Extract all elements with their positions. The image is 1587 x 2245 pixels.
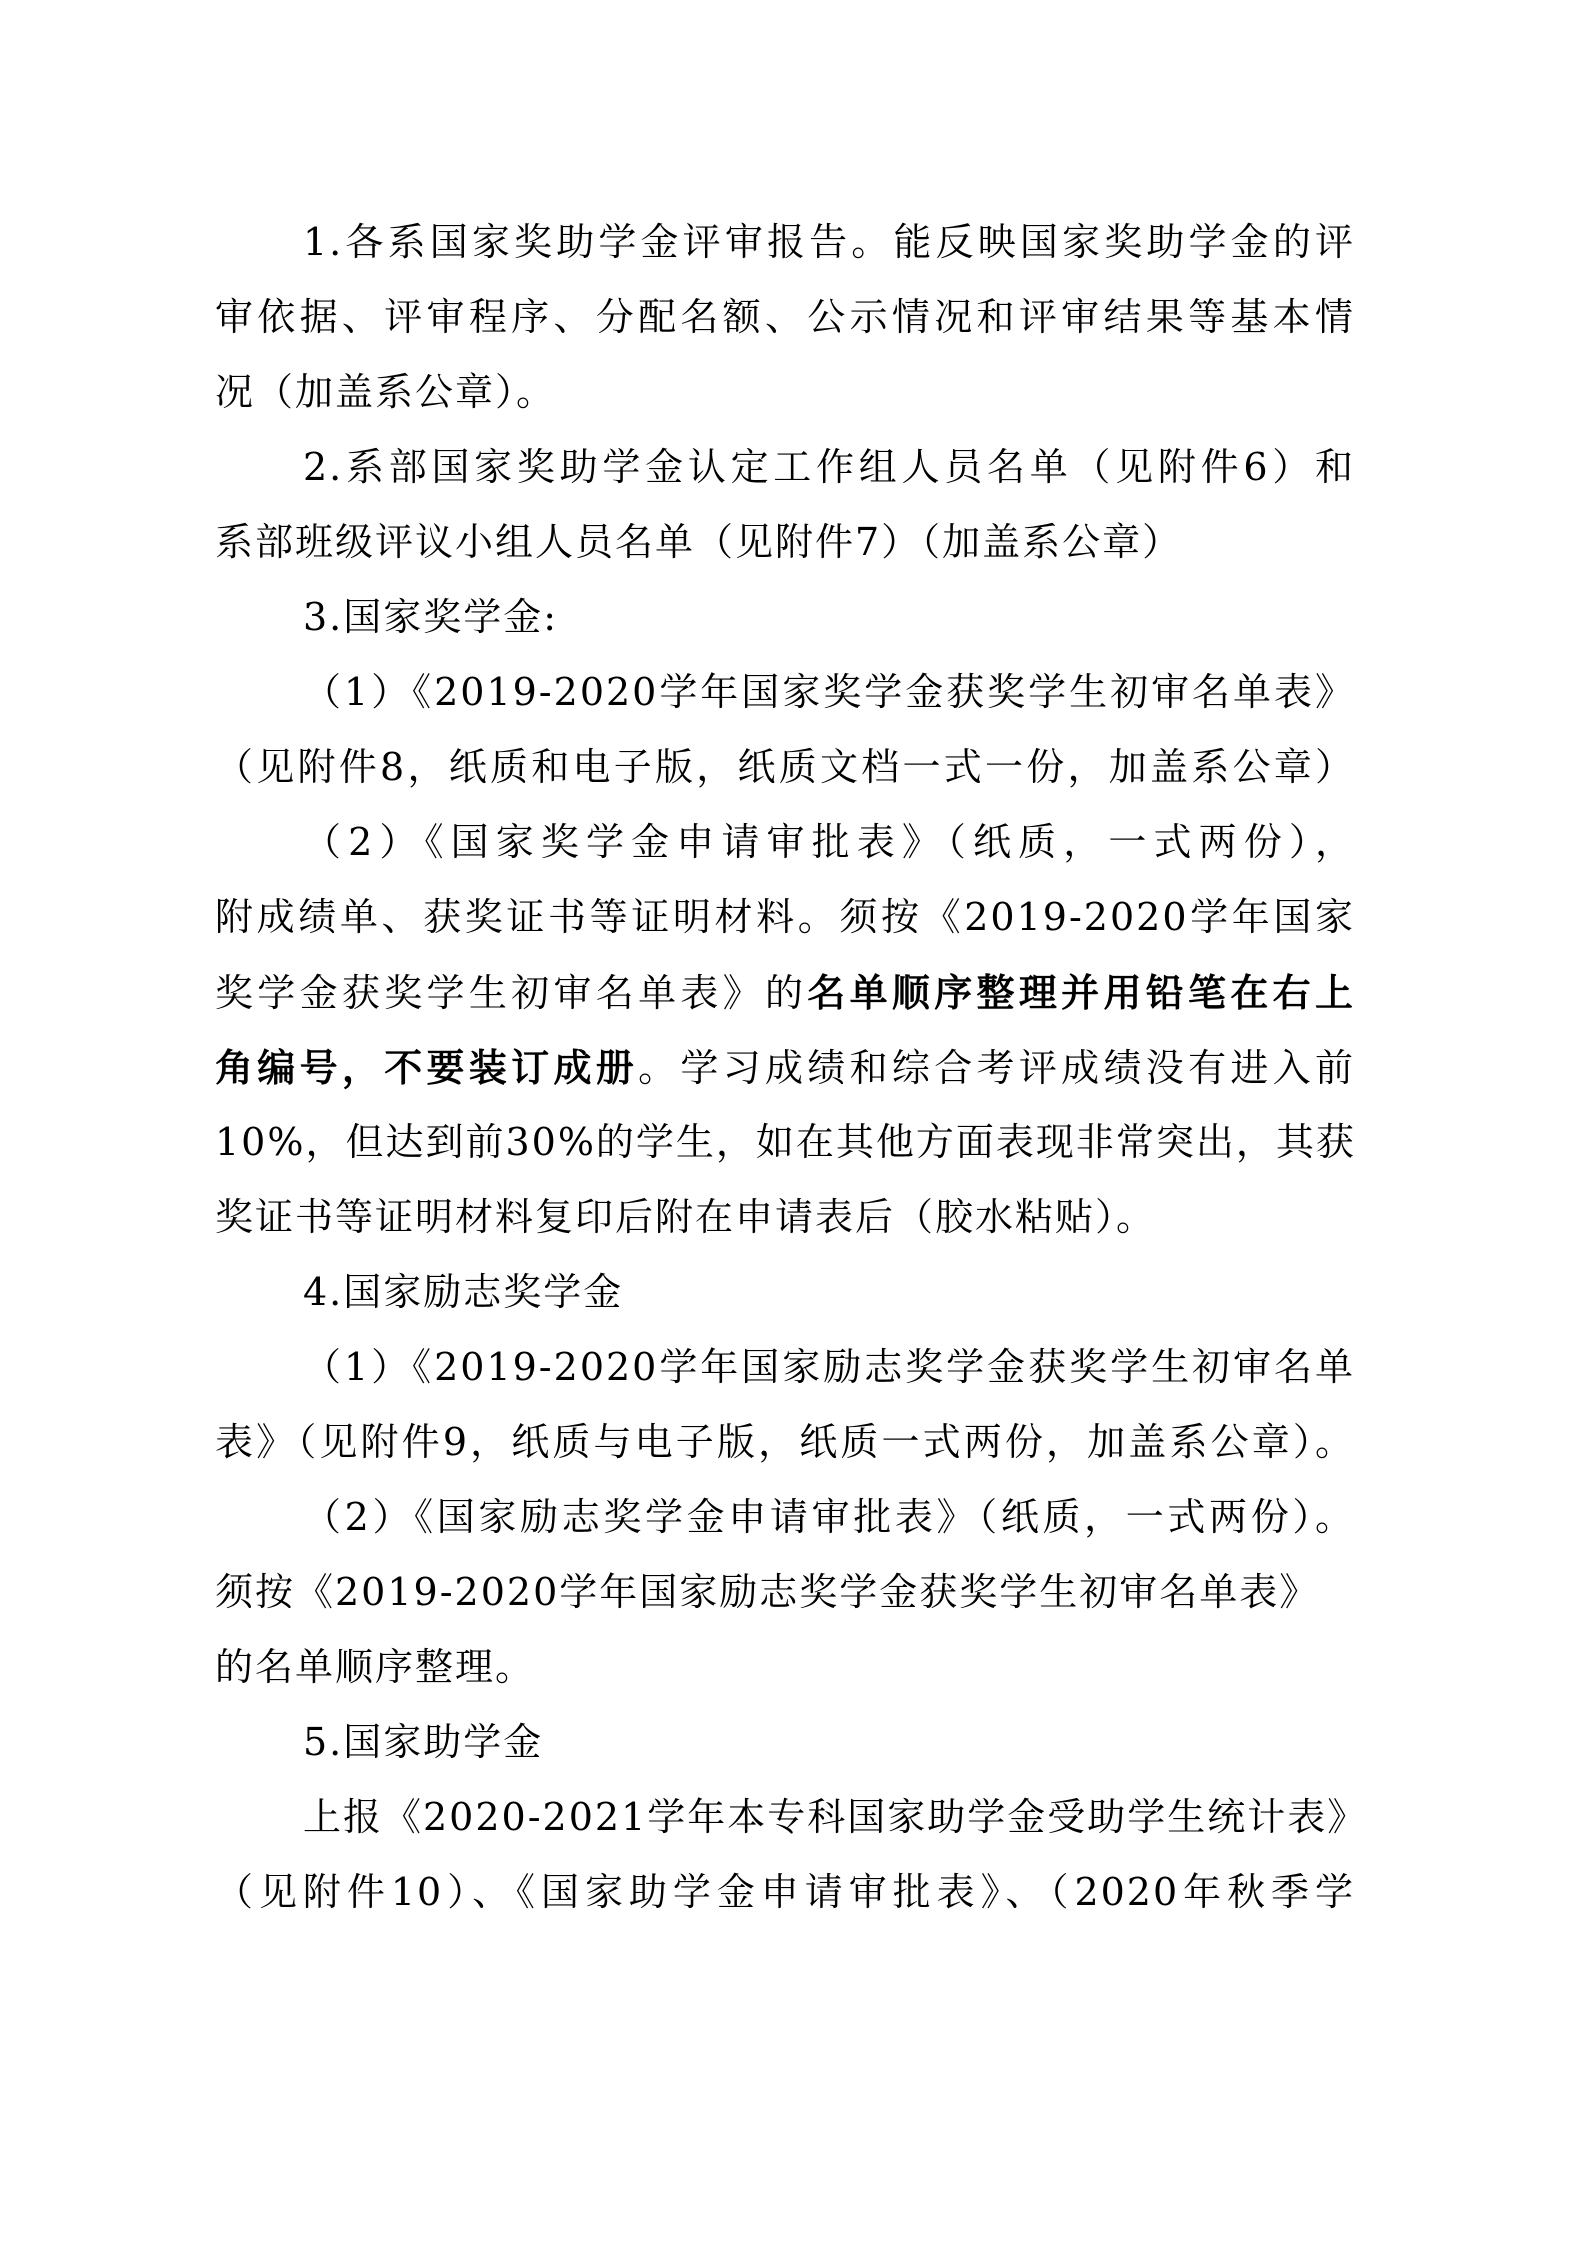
text-line: （2）《国家励志奖学金申请审批表》（纸质，一式两份）。 (303, 1495, 1355, 1539)
text-line: 1.各系国家奖助学金评审报告。能反映国家奖助学金的评 (303, 220, 1355, 264)
text-line: 10%，但达到前30%的学生，如在其他方面表现非常突出，其获 (215, 1120, 1356, 1164)
document-body (215, 205, 1368, 1930)
text-line: 上报《2020-2021学年本专科国家助学金受助学生统计表》 (303, 1795, 1368, 1839)
text-line: 审依据、评审程序、分配名额、公示情况和评审结果等基本情 (215, 295, 1355, 339)
text-line (215, 1030, 1355, 1105)
text-line: 系部班级评议小组人员名单（见附件7）（加盖系公章） (215, 520, 1183, 564)
text-line: 况（加盖系公章）。 (215, 370, 557, 414)
text-segment: 。学习成绩和综合考评成绩没有进入前 (638, 1046, 1355, 1090)
text-line: 4.国家励志奖学金 (303, 1270, 624, 1314)
text-line: 3.国家奖学金: (303, 595, 559, 639)
text-line: 须按《2019-2020学年国家励志奖学金获奖学生初审名单表》 (215, 1570, 1320, 1614)
text-line: 奖证书等证明材料复印后附在申请表后（胶水粘贴）。 (215, 1195, 1157, 1239)
text-segment: 奖学金获奖学生初审名单表》的 (215, 971, 808, 1015)
text-line: （见附件8，纸质和电子版，纸质文档一式一份，加盖系公章） (215, 745, 1355, 789)
text-line: （2）《国家奖学金申请审批表》（纸质，一式两份）， (303, 820, 1355, 864)
text-line (215, 955, 1355, 1030)
text-line: （1）《2019-2020学年国家励志奖学金获奖学生初审名单 (303, 1345, 1355, 1389)
text-line: （见附件10）、《国家助学金申请审批表》、（2020年秋季学 (215, 1870, 1355, 1914)
emphasized-text: 角编号，不要装订成册 (215, 1045, 639, 1090)
emphasized-text: 名单顺序整理并用铅笔在右上 (807, 970, 1355, 1015)
text-line: （1）《2019-2020学年国家奖学金获奖学生初审名单表》 (303, 670, 1355, 714)
text-line: 2.系部国家奖助学金认定工作组人员名单（见附件6）和 (303, 445, 1355, 489)
text-line: 5.国家助学金 (303, 1720, 544, 1764)
text-line: 附成绩单、获奖证书等证明材料。须按《2019-2020学年国家 (215, 895, 1355, 939)
text-line: 的名单顺序整理。 (215, 1645, 536, 1689)
text-line: 表》（见附件9，纸质与电子版，纸质一式两份，加盖系公章）。 (215, 1420, 1355, 1464)
